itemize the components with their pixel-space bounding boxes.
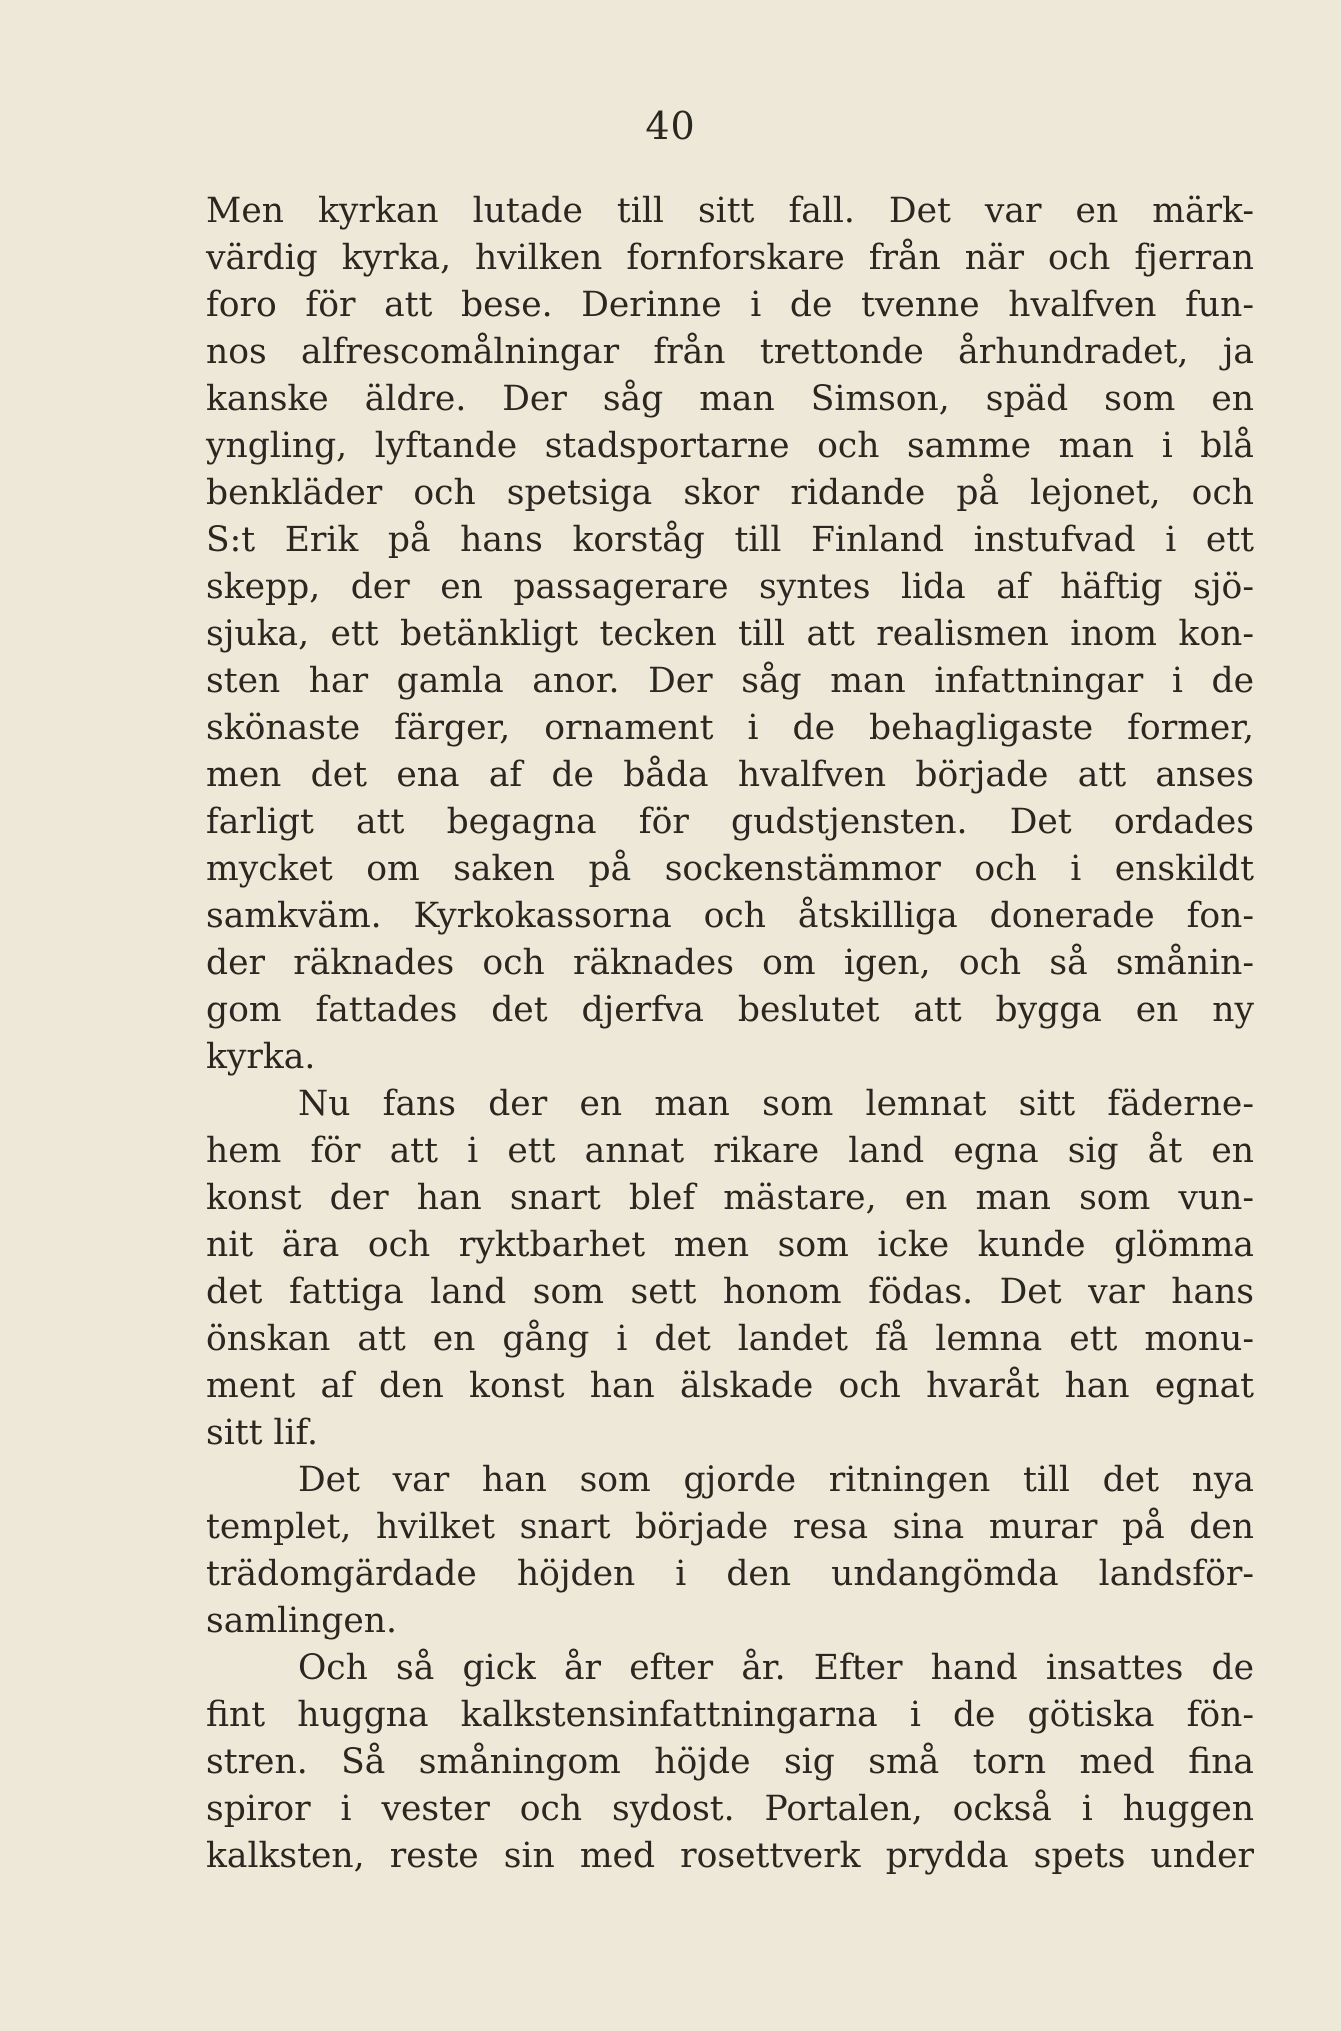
- text-line-content: yngling, lyftande stadsportarne och samme man i blå: [206, 426, 1254, 466]
- text-line: [206, 1457, 1254, 1504]
- text-line-content: hem för att i ett annat rikare land egna sig åt en: [206, 1131, 1254, 1171]
- text-line: [206, 423, 1254, 470]
- text-line: [206, 517, 1254, 564]
- text-line: [206, 893, 1254, 940]
- text-line: [206, 1034, 1254, 1081]
- text-line-content: farligt att begagna för gudstjensten. Det ordades: [206, 802, 1254, 842]
- text-line-content: sjuka, ett betänkligt tecken till att realismen inom kon-: [206, 614, 1254, 654]
- text-line-content: nos alfrescomålningar från trettonde århundradet, ja: [206, 332, 1254, 372]
- text-line: [206, 235, 1254, 282]
- text-line-content: trädomgärdade höjden i den undangömda landsför-: [206, 1554, 1254, 1594]
- text-line: [206, 1739, 1254, 1786]
- text-line: [206, 1833, 1254, 1880]
- text-line-content: önskan att en gång i det landet få lemna ett monu-: [206, 1319, 1254, 1359]
- text-line: [206, 1504, 1254, 1551]
- text-line: [206, 564, 1254, 611]
- text-line-content: sitt lif.: [206, 1413, 319, 1453]
- text-line-content: skepp, der en passagerare syntes lida af häftig sjö-: [206, 567, 1254, 607]
- text-line: [206, 940, 1254, 987]
- text-line-content: skönaste färger, ornament i de behagligaste former,: [206, 708, 1254, 748]
- text-line-content: kyrka.: [206, 1037, 316, 1077]
- text-line-content: kanske äldre. Der såg man Simson, späd som en: [206, 379, 1254, 419]
- text-line-content: sten har gamla anor. Der såg man infattningar i de: [206, 661, 1254, 701]
- text-line: [206, 705, 1254, 752]
- text-line-content: foro för att bese. Derinne i de tvenne hvalfven fun-: [206, 285, 1254, 325]
- text-line: [206, 1128, 1254, 1175]
- text-line: [206, 1551, 1254, 1598]
- text-line-content: templet, hvilket snart började resa sina murar på den: [206, 1507, 1254, 1547]
- text-line-content: konst der han snart blef mästare, en man som vun-: [206, 1178, 1254, 1218]
- text-line-content: värdig kyrka, hvilken fornforskare från när och fjerran: [206, 238, 1254, 278]
- text-line-content: nit ära och ryktbarhet men som icke kunde glömma: [206, 1225, 1254, 1265]
- text-line: [206, 1081, 1254, 1128]
- text-line: [206, 799, 1254, 846]
- text-line: [206, 1363, 1254, 1410]
- text-line-content: fint huggna kalkstensinfattningarna i de götiska fön-: [206, 1695, 1254, 1735]
- text-line: [206, 1645, 1254, 1692]
- text-line: [206, 376, 1254, 423]
- text-line-content: Nu fans der en man som lemnat sitt fäderne-: [298, 1084, 1254, 1124]
- text-line: [206, 658, 1254, 705]
- text-line-content: benkläder och spetsiga skor ridande på lejonet, och: [206, 473, 1254, 513]
- text-line: [206, 329, 1254, 376]
- text-line: [206, 188, 1254, 235]
- text-line: [206, 752, 1254, 799]
- text-line: [206, 846, 1254, 893]
- text-line: [206, 1316, 1254, 1363]
- text-line-content: Och så gick år efter år. Efter hand insattes de: [298, 1648, 1254, 1688]
- text-line-content: det fattiga land som sett honom födas. Det var hans: [206, 1272, 1254, 1312]
- text-line: [206, 1598, 1254, 1645]
- text-line-content: samlingen.: [206, 1601, 397, 1641]
- text-line-content: stren. Så småningom höjde sig små torn med fina: [206, 1742, 1254, 1782]
- text-line-content: kalksten, reste sin med rosettverk prydda spets under: [206, 1836, 1254, 1876]
- text-line-content: gom fattades det djerfva beslutet att bygga en ny: [206, 990, 1254, 1030]
- text-line-content: S:t Erik på hans korståg till Finland instufvad i ett: [206, 520, 1254, 560]
- text-line: [206, 1692, 1254, 1739]
- text-line: [206, 1175, 1254, 1222]
- text-line-content: der räknades och räknades om igen, och så smånin-: [206, 943, 1254, 983]
- text-line: [206, 1786, 1254, 1833]
- text-line: [206, 282, 1254, 329]
- body-text: [206, 188, 1254, 1880]
- text-line-content: Men kyrkan lutade till sitt fall. Det var en märk-: [206, 191, 1254, 231]
- text-line-content: mycket om saken på sockenstämmor och i enskildt: [206, 849, 1254, 889]
- text-line: [206, 1410, 1254, 1457]
- text-line-content: ment af den konst han älskade och hvaråt han egnat: [206, 1366, 1254, 1406]
- text-line: [206, 611, 1254, 658]
- page-number: 40: [645, 104, 696, 148]
- text-line: [206, 1222, 1254, 1269]
- text-line-content: Det var han som gjorde ritningen till det nya: [298, 1460, 1254, 1500]
- text-line-content: spiror i vester och sydost. Portalen, också i huggen: [206, 1789, 1254, 1829]
- text-line: [206, 470, 1254, 517]
- text-line-content: samkväm. Kyrkokassorna och åtskilliga donerade fon-: [206, 896, 1254, 936]
- text-line-content: men det ena af de båda hvalfven började att anses: [206, 755, 1254, 795]
- text-line: [206, 987, 1254, 1034]
- text-line: [206, 1269, 1254, 1316]
